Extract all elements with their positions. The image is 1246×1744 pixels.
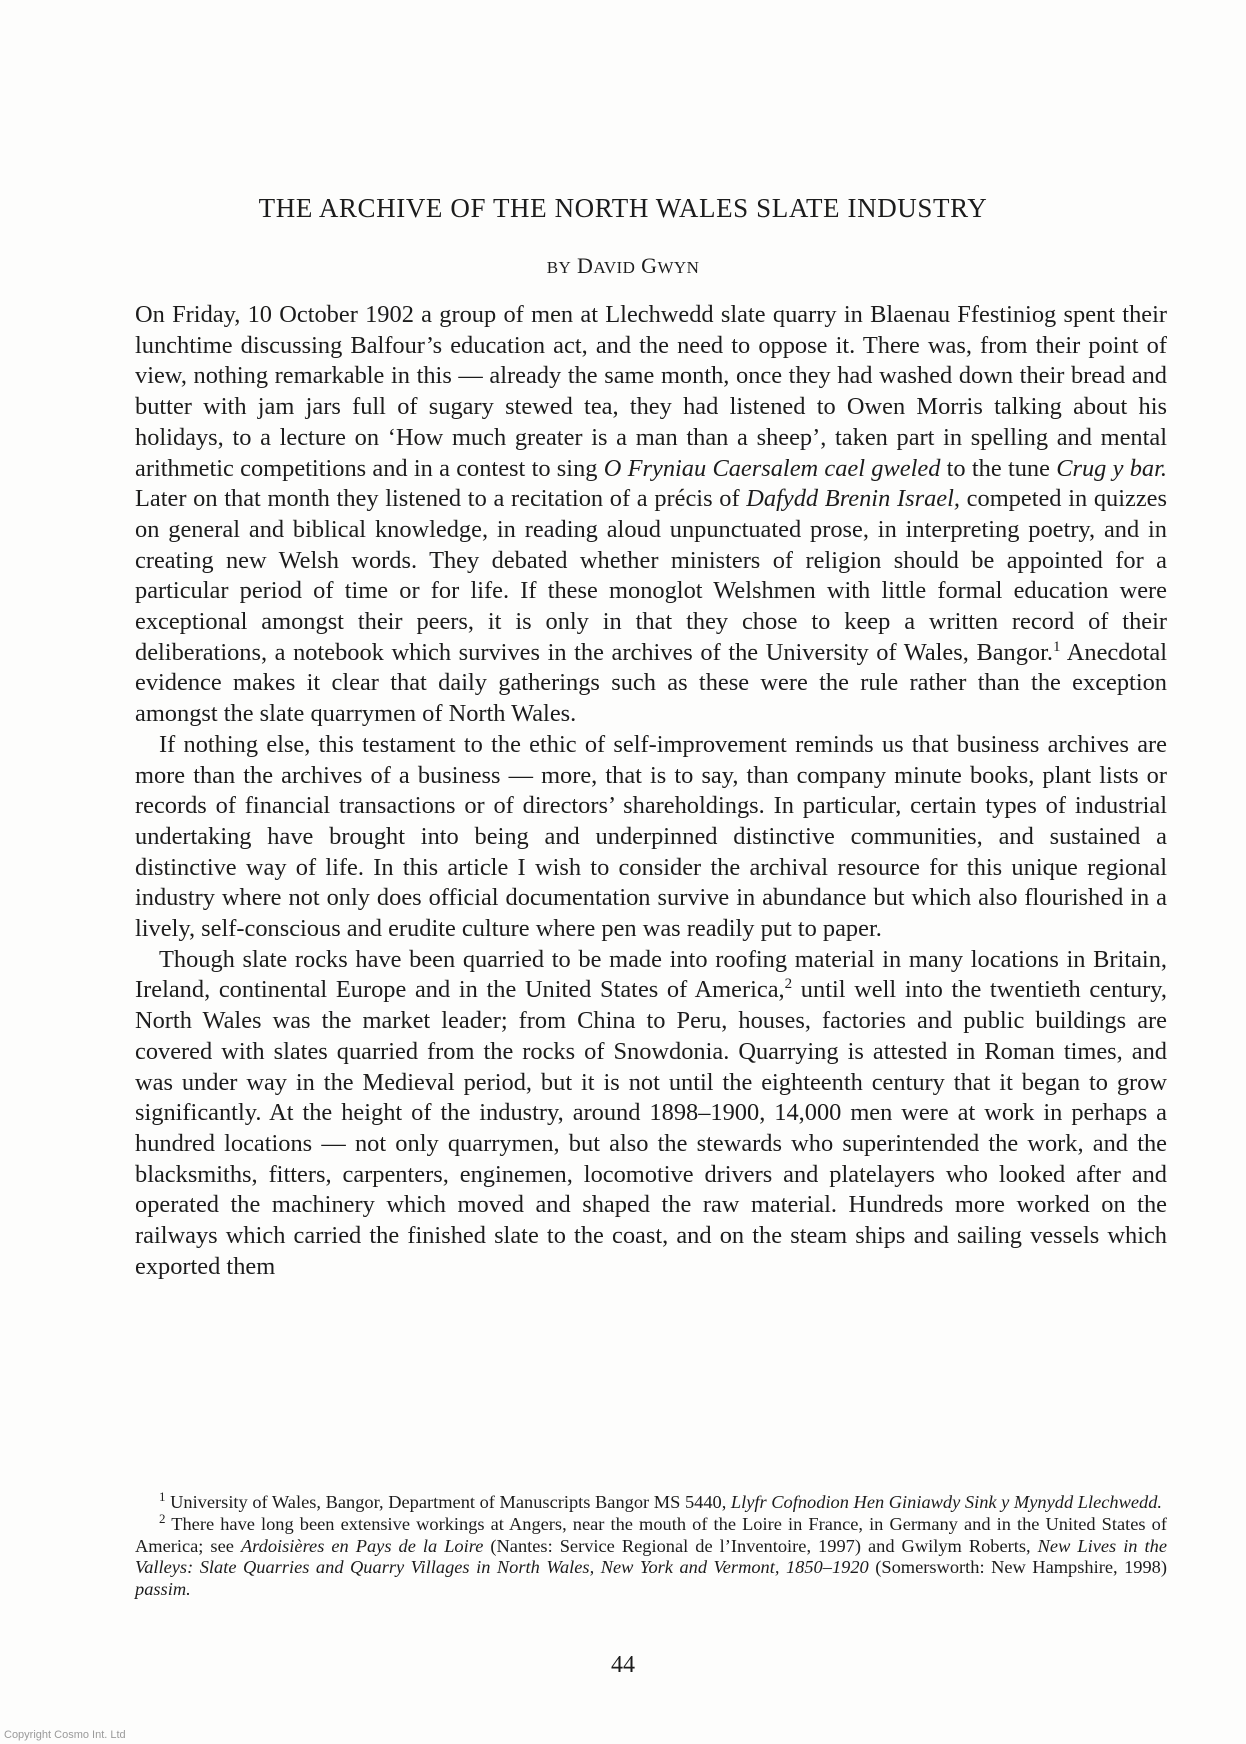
paragraph-2: If nothing else, this testament to the ethic of self-improvement reminds us that business archives are more than the archives of a business — more, that is to say, than company minute books, plant lists or records of financial transactions or of directors’ shareholdings. In particular, certain types of industrial undertaking have brought into being and underpinned distinctive communities, and sustained a distinctive way of life. In this article I wish to consider the archival resource for this unique regional industry where not only does official documentation survive in abundance but which also flourished in a lively, self-conscious and erudite culture where pen was readily put to paper. <box>135 730 1167 943</box>
footnote-ref-2: 2 <box>784 976 793 993</box>
paragraph-3-text-b: until well into the twentieth century, North Wales was the market leader; from China to Peru, houses, factories and public buildings are covered with slates quarried from the rocks of Snowdonia. Quarrying is attested in Roman times, and was under way in the Medieval period, but it is not until the eighteenth century that it began to grow significantly. At the height of the industry, around 1898–1900, 14,000 men were at work in perhaps a hundred locations — not only quarrymen, but also the stewards who superintended the work, and the blacksmiths, fitters, carpenters, enginemen, locomotive drivers and platelayers who looked after and operated the machinery which moved and shaped the raw material. Hundreds more worked on the railways which carried the finished slate to the coast, and on the steam ships and sailing vessels which exported them <box>135 976 1168 1280</box>
paragraph-1 <box>135 300 1167 730</box>
footnote-2-text-b: (Nantes: Service Regional de l’Inventoire, 1997) and Gwilym Roberts, <box>483 1535 1038 1556</box>
author-first-name-rest: AVID <box>593 258 636 277</box>
paragraph-1-text-d: competed in quizzes on general and biblical knowledge, in reading aloud unpunctuated prose, in interpreting poetry, and in creating new Welsh words. They debated whether ministers of religion should be appointed for a particular period of time or for life. If these monoglot Welshmen with little formal education were exceptional amongst their peers, it is only in that they chose to keep a written record of their deliberations, a notebook which survives in the archives of the University of Wales, Bangor. <box>135 485 1168 666</box>
footnote-1-number: 1 <box>159 1488 166 1504</box>
paragraph-1-text-e: Anecdotal evidence makes it clear that daily gatherings such as these were the rule rather than the exception amongst the slate quarrymen of North Wales. <box>135 638 1167 728</box>
paragraph-1-text-b: to the tune <box>940 454 1057 482</box>
hymn-title: O Fryniau Caersalem cael gweled <box>603 454 941 482</box>
footnotes <box>135 1488 1168 1601</box>
footnote-2-text-a: There have long been extensive workings at Angers, near the mouth of the Loire in France, in Germany and in the United States of America; see <box>135 1514 1167 1556</box>
footnote-2-passim: passim. <box>135 1578 191 1599</box>
footnote-2-title-2: New Lives in the Valleys: Slate Quarries and Quarry Villages in North Wales, New York and Vermont, 1850–1920 <box>135 1535 1167 1578</box>
footnote-1 <box>135 1488 1167 1513</box>
paragraph-3-text-a: Though slate rocks have been quarried to be made into roofing material in many locations in Britain, Ireland, continental Europe and in the United States of America, <box>135 945 1167 1004</box>
paragraph-1-text-a: On Friday, 10 October 1902 a group of men at Llechwedd slate quarry in Blaenau Ffestiniog spent their lunchtime discussing Balfour’s education act, and the need to oppose it. There was, from their point of view, nothing remarkable in this — already the same month, once they had washed down their bread and butter with jam jars full of sugary stewed tea, they had listened to Owen Morris talking about his holidays, to a lecture on ‘How much greater is a man than a sheep’, taken part in spelling and mental arithmetic competitions and in a contest to sing <box>135 301 1167 482</box>
footnote-2-title-1: Ardoisières en Pays de la Loire <box>240 1535 484 1556</box>
author-initial-first: D <box>577 253 594 278</box>
article-body <box>135 300 1167 1283</box>
paragraph-3 <box>135 945 1167 1283</box>
footnote-2-text-c: (Somersworth: New Hampshire, 1998) <box>868 1557 1168 1578</box>
footnote-2-number: 2 <box>159 1511 166 1527</box>
paragraph-1-text-c: Later on that month they listened to a recitation of a précis of <box>135 485 747 513</box>
work-title: Dafydd Brenin Israel, <box>746 485 960 513</box>
show-through-texture <box>120 100 1170 130</box>
author-byline <box>0 253 1246 279</box>
author-last-name-rest: WYN <box>657 258 700 277</box>
footnote-ref-1: 1 <box>1053 638 1061 655</box>
article-title: THE ARCHIVE OF THE NORTH WALES SLATE INDUSTRY <box>258 193 988 223</box>
author-initial-last: G <box>641 253 658 278</box>
footnote-1-text: University of Wales, Bangor, Department of Manuscripts Bangor MS 5440, <box>165 1492 731 1512</box>
page-number: 44 <box>611 1652 635 1678</box>
footnote-2 <box>135 1511 1168 1600</box>
copyright-watermark: Copyright Cosmo Int. Ltd <box>4 1729 126 1741</box>
tune-name: Crug y bar. <box>1056 454 1168 482</box>
byline-prefix: BY <box>546 258 572 277</box>
footnote-1-title: Llyfr Cofnodion Hen Giniawdy Sink y Mynydd Llechwedd. <box>730 1492 1163 1512</box>
